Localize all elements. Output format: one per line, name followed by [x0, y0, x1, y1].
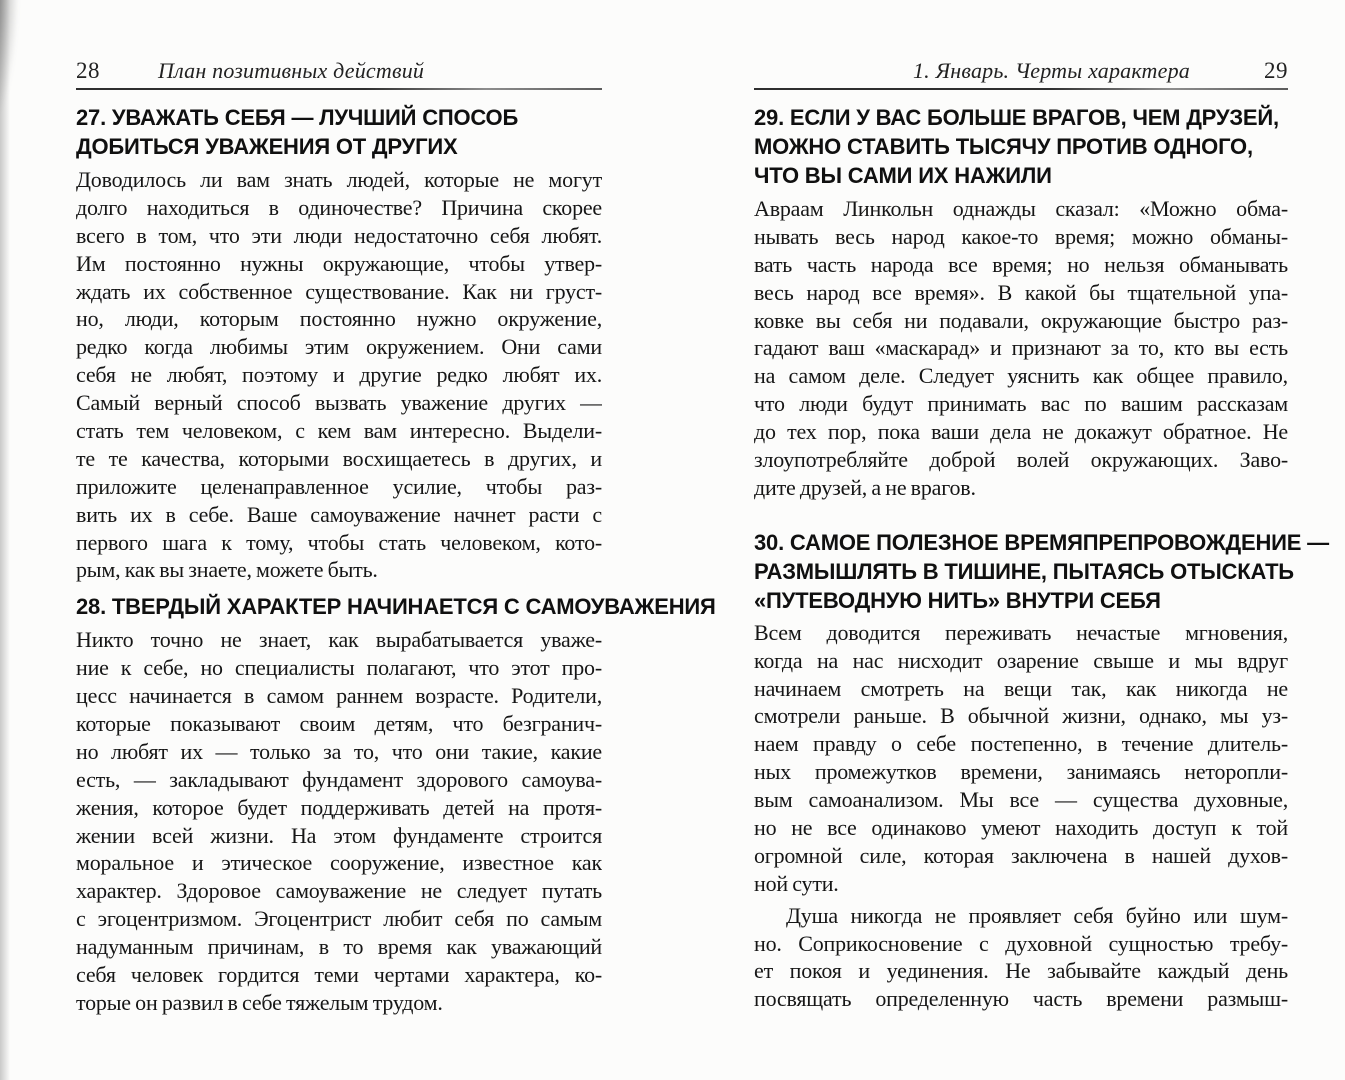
page-body — [76, 103, 716, 1017]
text-line: вым самоанализом. Мы все — существа духовные, — [754, 787, 1288, 813]
text-line: те те качества, которыми восхищаетесь в других, и — [76, 445, 602, 471]
running-title: План позитивных действий — [158, 58, 425, 83]
text-line: Всем доводится переживать нечастые мгновения, — [754, 619, 1288, 645]
text-line: моральное и этическое сооружение, известное как — [76, 850, 602, 876]
section-heading-line: 28. ТВЕРДЫЙ ХАРАКТЕР НАЧИНАЕТСЯ С САМОУВАЖЕНИЯ — [76, 594, 716, 620]
scan-edge-shadow — [0, 0, 10, 1080]
page-number: 29 — [1264, 58, 1288, 83]
text-line: ет покоя и уединения. Не забывайте каждый день — [754, 958, 1288, 984]
section-heading-line: ЧТО ВЫ САМИ ИХ НАЖИЛИ — [754, 163, 1052, 188]
text-line: вить их в себе. Ваше самоуважение начнет расти с — [76, 501, 602, 527]
text-line: дите друзей, а не врагов. — [754, 474, 976, 500]
text-line: на самом деле. Следует уяснить как общее правило, — [754, 363, 1288, 389]
paragraph — [754, 619, 1288, 898]
text-line: злоупотребляйте доброй волей окружающих. Заво- — [754, 447, 1288, 473]
page-left — [76, 58, 716, 1017]
book-section — [754, 103, 1288, 502]
book-section — [76, 103, 602, 584]
section-heading-line: 27. УВАЖАТЬ СЕБЯ — ЛУЧШИЙ СПОСОБ — [76, 105, 519, 130]
text-line: нывать весь народ какое-то время; можно обманы- — [754, 223, 1288, 249]
text-line: надуманным причинам, в то время как уважающий — [76, 934, 602, 960]
paragraph — [76, 166, 602, 584]
text-line: что люди будут принимать вас по вашим рассказам — [754, 391, 1288, 417]
text-line: Никто точно не знает, как вырабатывается уваже- — [76, 627, 602, 653]
text-line: которые показывают своим детям, что безгранич- — [76, 711, 602, 737]
text-line: стать тем человеком, с кем вам интересно. Выдели- — [76, 418, 602, 444]
text-line: но. Соприкосновение с духовной сущностью требу- — [754, 930, 1288, 956]
paragraph — [754, 195, 1288, 502]
header-rule — [76, 88, 602, 90]
text-line: цесс начинается в самом раннем возрасте. Родители, — [76, 683, 602, 709]
text-line: ных промежутков времени, занимаясь неторопли- — [754, 759, 1288, 785]
text-line: всего в том, что эти люди недостаточно себя любят. — [76, 222, 602, 248]
scan-corner-shadow — [0, 0, 18, 116]
text-line: Душа никогда не проявляет себя буйно или шум- — [786, 902, 1288, 928]
text-line: ной сути. — [754, 870, 839, 896]
section-heading-line: 29. ЕСЛИ У ВАС БОЛЬШЕ ВРАГОВ, ЧЕМ ДРУЗЕЙ, — [754, 105, 1279, 130]
page-number: 28 — [76, 58, 100, 83]
paragraph — [754, 902, 1288, 1014]
text-line: Доводилось ли вам знать людей, которые не могут — [76, 167, 602, 192]
text-line: Самый верный способ вызвать уважение других — — [76, 390, 602, 416]
page-right — [754, 58, 1329, 1013]
text-line: ждать их собственное существование. Как ни груст- — [76, 278, 602, 304]
text-line: ние к себе, но специалисты полагают, что этот про- — [76, 655, 602, 681]
page-header — [754, 58, 1288, 86]
page-header — [76, 58, 602, 86]
book-section — [754, 528, 1329, 1013]
text-line: начинаем смотреть на вещи так, как никогда не — [754, 675, 1288, 701]
text-line: долго находиться в одиночестве? Причина скорее — [76, 194, 602, 220]
book-section — [76, 592, 716, 1016]
text-line: первого шага к тому, чтобы стать человеком, кото- — [76, 529, 602, 555]
text-line: ковке вы себя ни подавали, окружающие быстро раз- — [754, 307, 1288, 333]
section-heading-line: «ПУТЕВОДНУЮ НИТЬ» ВНУТРИ СЕБЯ — [754, 587, 1161, 613]
text-line: торые он развил в себе тяжелым трудом. — [76, 989, 443, 1015]
text-line: Авраам Линкольн однажды сказал: «Можно обма- — [754, 196, 1288, 221]
text-line: наем правду о себе постепенно, в течение длитель- — [754, 731, 1288, 757]
text-line: приложите целенаправленное усилие, чтобы раз- — [76, 473, 602, 499]
text-line: смотрели раньше. В обычной жизни, однако, мы уз- — [754, 703, 1288, 729]
text-line: себя не любят, поэтому и другие редко любят их. — [76, 362, 602, 388]
header-rule — [754, 88, 1288, 90]
text-line: вать часть народа все время; но нельзя обманывать — [754, 251, 1288, 277]
text-line: Им постоянно нужны окружающие, чтобы утвер- — [76, 250, 602, 276]
text-line: но, люди, которым постоянно нужно окружение, — [76, 306, 602, 332]
paragraph — [76, 626, 602, 1016]
text-line: рым, как вы знаете, можете быть. — [76, 557, 378, 583]
text-line: огромной силе, которая заключена в нашей духов- — [754, 842, 1288, 868]
text-line: редко когда любимы этим окружением. Они сами — [76, 334, 602, 360]
page-body — [754, 103, 1329, 1013]
text-line: весь народ все время». В какой бы тщательной упа- — [754, 279, 1288, 305]
text-line: есть, — закладывают фундамент здорового самоува- — [76, 766, 602, 792]
text-line: посвящать определенную часть времени размыш- — [754, 986, 1288, 1012]
section-heading-line: МОЖНО СТАВИТЬ ТЫСЯЧУ ПРОТИВ ОДНОГО, — [754, 134, 1253, 159]
text-line: себя человек гордится теми чертами характера, ко- — [76, 962, 602, 988]
section-heading-line: РАЗМЫШЛЯТЬ В ТИШИНЕ, ПЫТАЯСЬ ОТЫСКАТЬ — [754, 558, 1294, 584]
text-line: когда на нас нисходит озарение свыше и мы вдруг — [754, 647, 1288, 673]
text-line: но не все одинаково умеют находить доступ к той — [754, 815, 1288, 841]
running-title: 1. Январь. Черты характера — [912, 58, 1190, 83]
text-line: гадают ваш «маскарад» и признают за то, кто вы есть — [754, 335, 1288, 361]
text-line: жения, которое будет поддерживать детей на протя- — [76, 794, 602, 820]
text-line: но любят их — только за то, что они такие, какие — [76, 738, 602, 764]
section-heading-line: ДОБИТЬСЯ УВАЖЕНИЯ ОТ ДРУГИХ — [76, 134, 458, 159]
text-line: с эгоцентризмом. Эгоцентрист любит себя по самым — [76, 906, 602, 932]
text-line: жении всей жизни. На этом фундаменте строится — [76, 822, 602, 848]
text-line: характер. Здоровое самоуважение не следует путать — [76, 878, 602, 904]
section-heading-line: 30. САМОЕ ПОЛЕЗНОЕ ВРЕМЯПРЕПРОВОЖДЕНИЕ — — [754, 529, 1329, 555]
text-line: до тех пор, пока ваши дела не докажут обратное. Не — [754, 419, 1288, 445]
